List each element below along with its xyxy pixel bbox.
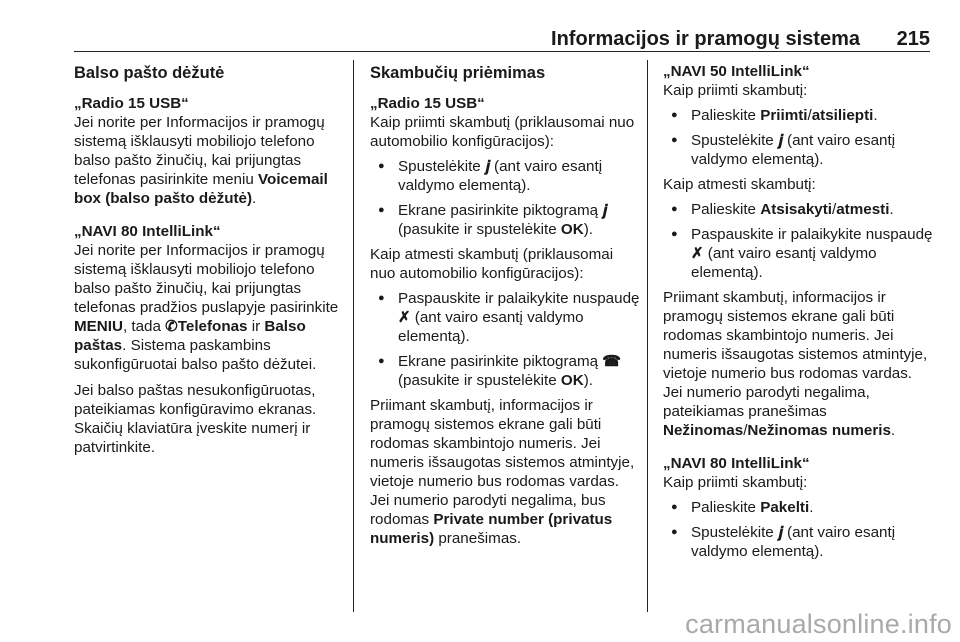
text: (ant vairo esantį valdymo elementą). — [398, 309, 584, 345]
text: Jei norite per Informacijos ir pramogų sistemą išklausyti mobiliojo telefono balso pašto žinučių, kai prijungtas telefonas pasirinkite meniu — [74, 114, 325, 188]
text: . Sistema paskambins sukonfigūruotai balso pašto dėžutei. — [74, 337, 317, 373]
text: . — [890, 422, 896, 439]
list-item — [663, 106, 935, 125]
subsection-title-radio15: „Radio 15 USB“ — [74, 95, 189, 112]
column-divider-1 — [353, 60, 354, 612]
button-label-pakelti: Pakelti — [760, 499, 810, 516]
subsection-title-navi80: „NAVI 80 IntelliLink“ — [74, 223, 221, 240]
subsection-title-radio15: „Radio 15 USB“ — [370, 95, 485, 112]
paragraph-reject-intro: Kaip atmesti skambutį (priklausomai nuo automobilio konfigūracijos): — [370, 246, 614, 282]
list-item — [663, 523, 935, 561]
reject-steps-list — [370, 289, 642, 390]
text: Palieskite — [691, 499, 761, 516]
reject-steps-list — [663, 200, 935, 282]
text: (ant vairo esantį valdymo elementą). — [398, 158, 603, 194]
text: Spustelėkite — [398, 158, 485, 175]
column-receiving-calls — [370, 62, 642, 548]
section-heading-receiving-calls: Skambučių priėmimas — [370, 64, 546, 82]
column-divider-2 — [647, 60, 648, 612]
phone-accept-icon: 𝒋 — [484, 158, 490, 175]
phone-hangup-icon: ☎ — [602, 353, 621, 370]
text: . — [873, 107, 878, 124]
text: (ant vairo esantį valdymo elementą). — [691, 132, 896, 168]
paragraph-navi80-voicemail — [74, 241, 346, 374]
text: Spustelėkite — [691, 132, 778, 149]
accept-steps-list — [663, 498, 935, 561]
button-label-atsiliepti: atsiliepti — [811, 107, 874, 124]
menu-label-telefonas: Telefonas — [177, 318, 248, 335]
button-label-atsisakyti: Atsisakyti — [760, 201, 832, 218]
list-item — [663, 200, 935, 219]
text: ). — [583, 221, 593, 238]
phone-accept-icon: 𝒋 — [602, 202, 608, 219]
text: Palieskite — [691, 107, 761, 124]
button-label-ok: OK — [560, 372, 584, 389]
button-label-ok: OK — [560, 221, 584, 238]
button-label-atmesti: atmesti — [836, 201, 890, 218]
text: (ant vairo esantį valdymo elementą). — [691, 524, 896, 560]
text: / — [743, 422, 748, 439]
message-label-nezinomas-numeris: Nežinomas numeris — [747, 422, 891, 439]
text: pranešimas. — [434, 530, 522, 547]
paragraph-accept-intro: Kaip priimti skambutį: — [663, 82, 808, 99]
text: Paspauskite ir palaikykite nuspaudę — [398, 290, 640, 307]
message-label-private-number: Private number (privatus numeris) — [370, 511, 613, 547]
phone-reject-icon: ✗ — [691, 245, 704, 262]
menu-label-voicemail: Voicemail box (balso pašto dėžutė) — [74, 171, 328, 207]
text: ). — [583, 372, 593, 389]
accept-steps-list — [663, 106, 935, 169]
menu-label-balso-pastas: Balso paštas — [74, 318, 306, 354]
paragraph-accept-intro: Kaip priimti skambutį (priklausomai nuo automobilio konfigūracijos): — [370, 114, 635, 150]
subsection-title-navi80: „NAVI 80 IntelliLink“ — [663, 455, 810, 472]
list-item — [370, 201, 642, 239]
page-number: 215 — [896, 28, 930, 50]
text: Ekrane pasirinkite piktogramą — [398, 353, 603, 370]
menu-label-meniu: MENIU — [74, 318, 123, 335]
phone-accept-icon: 𝒋 — [777, 132, 783, 149]
list-item — [663, 225, 935, 282]
paragraph-voicemail-config: Jei balso paštas nesukonfigūruotas, pateikiamas konfigūravimo ekranas. Skaičių klaviatūra įveskite numerį ir patvirtinkite. — [74, 382, 317, 456]
text: Priimant skambutį, informacijos ir pramogų sistemos ekrane gali būti rodomas skambintojo numeris. Jei numeris išsaugotas sistemos atmintyje, vietoje numerio bus rodomas vardas. Jei numerio parodyti negalima, bus rodomas — [370, 397, 635, 528]
text: Jei norite per Informacijos ir pramogų sistemą išklausyti mobiliojo telefono balso pašto žinučių, kai prijungtas telefonas pradžios puslapyje pasirinkite — [74, 242, 339, 316]
text: (ant vairo esantį valdymo elementą). — [691, 245, 877, 281]
list-item — [663, 498, 935, 517]
text: (pasukite ir spustelėkite — [398, 221, 561, 238]
paragraph-accept-intro: Kaip priimti skambutį: — [663, 474, 808, 491]
text: Priimant skambutį, informacijos ir pramogų sistemos ekrane gali būti rodomas skambintojo numeris. Jei numeris išsaugotas sistemos atmintyje, vietoje numerio bus rodomas vardas. Jei numerio parodyti negalima, pateikiamas pranešimas — [663, 289, 928, 420]
list-item — [370, 352, 642, 390]
phone-reject-icon: ✗ — [398, 309, 411, 326]
text: , tada — [122, 318, 166, 335]
column-navi — [663, 62, 935, 567]
text: Spustelėkite — [691, 524, 778, 541]
header-title: Informacijos ir pramogų sistema — [551, 28, 860, 50]
section-heading-voicemail: Balso pašto dėžutė — [74, 64, 225, 82]
paragraph-caller-id — [370, 396, 642, 548]
message-label-nezinomas: Nežinomas — [663, 422, 744, 439]
text: / — [807, 107, 812, 124]
text: . — [809, 499, 814, 516]
text: (pasukite ir spustelėkite — [398, 372, 561, 389]
paragraph-caller-id — [663, 288, 935, 440]
list-item — [370, 289, 642, 346]
text: Palieskite — [691, 201, 761, 218]
subsection-title-navi50: „NAVI 50 IntelliLink“ — [663, 63, 810, 80]
text: . — [889, 201, 894, 218]
column-voicemail — [74, 62, 346, 457]
accept-steps-list — [370, 157, 642, 239]
text: Ekrane pasirinkite piktogramą — [398, 202, 603, 219]
button-label-priimti: Priimti — [760, 107, 808, 124]
phone-accept-icon: 𝒋 — [777, 524, 783, 541]
list-item — [370, 157, 642, 195]
watermark: carmanualsonline.info — [685, 609, 952, 639]
text: ir — [247, 318, 265, 335]
text: / — [832, 201, 837, 218]
list-item — [663, 131, 935, 169]
header-divider — [74, 51, 930, 52]
paragraph-reject-intro: Kaip atmesti skambutį: — [663, 176, 816, 193]
paragraph-radio15-voicemail — [74, 113, 346, 208]
text: Paspauskite ir palaikykite nuspaudę — [691, 226, 933, 243]
phone-icon: ✆ — [165, 318, 178, 335]
text: . — [252, 190, 257, 207]
